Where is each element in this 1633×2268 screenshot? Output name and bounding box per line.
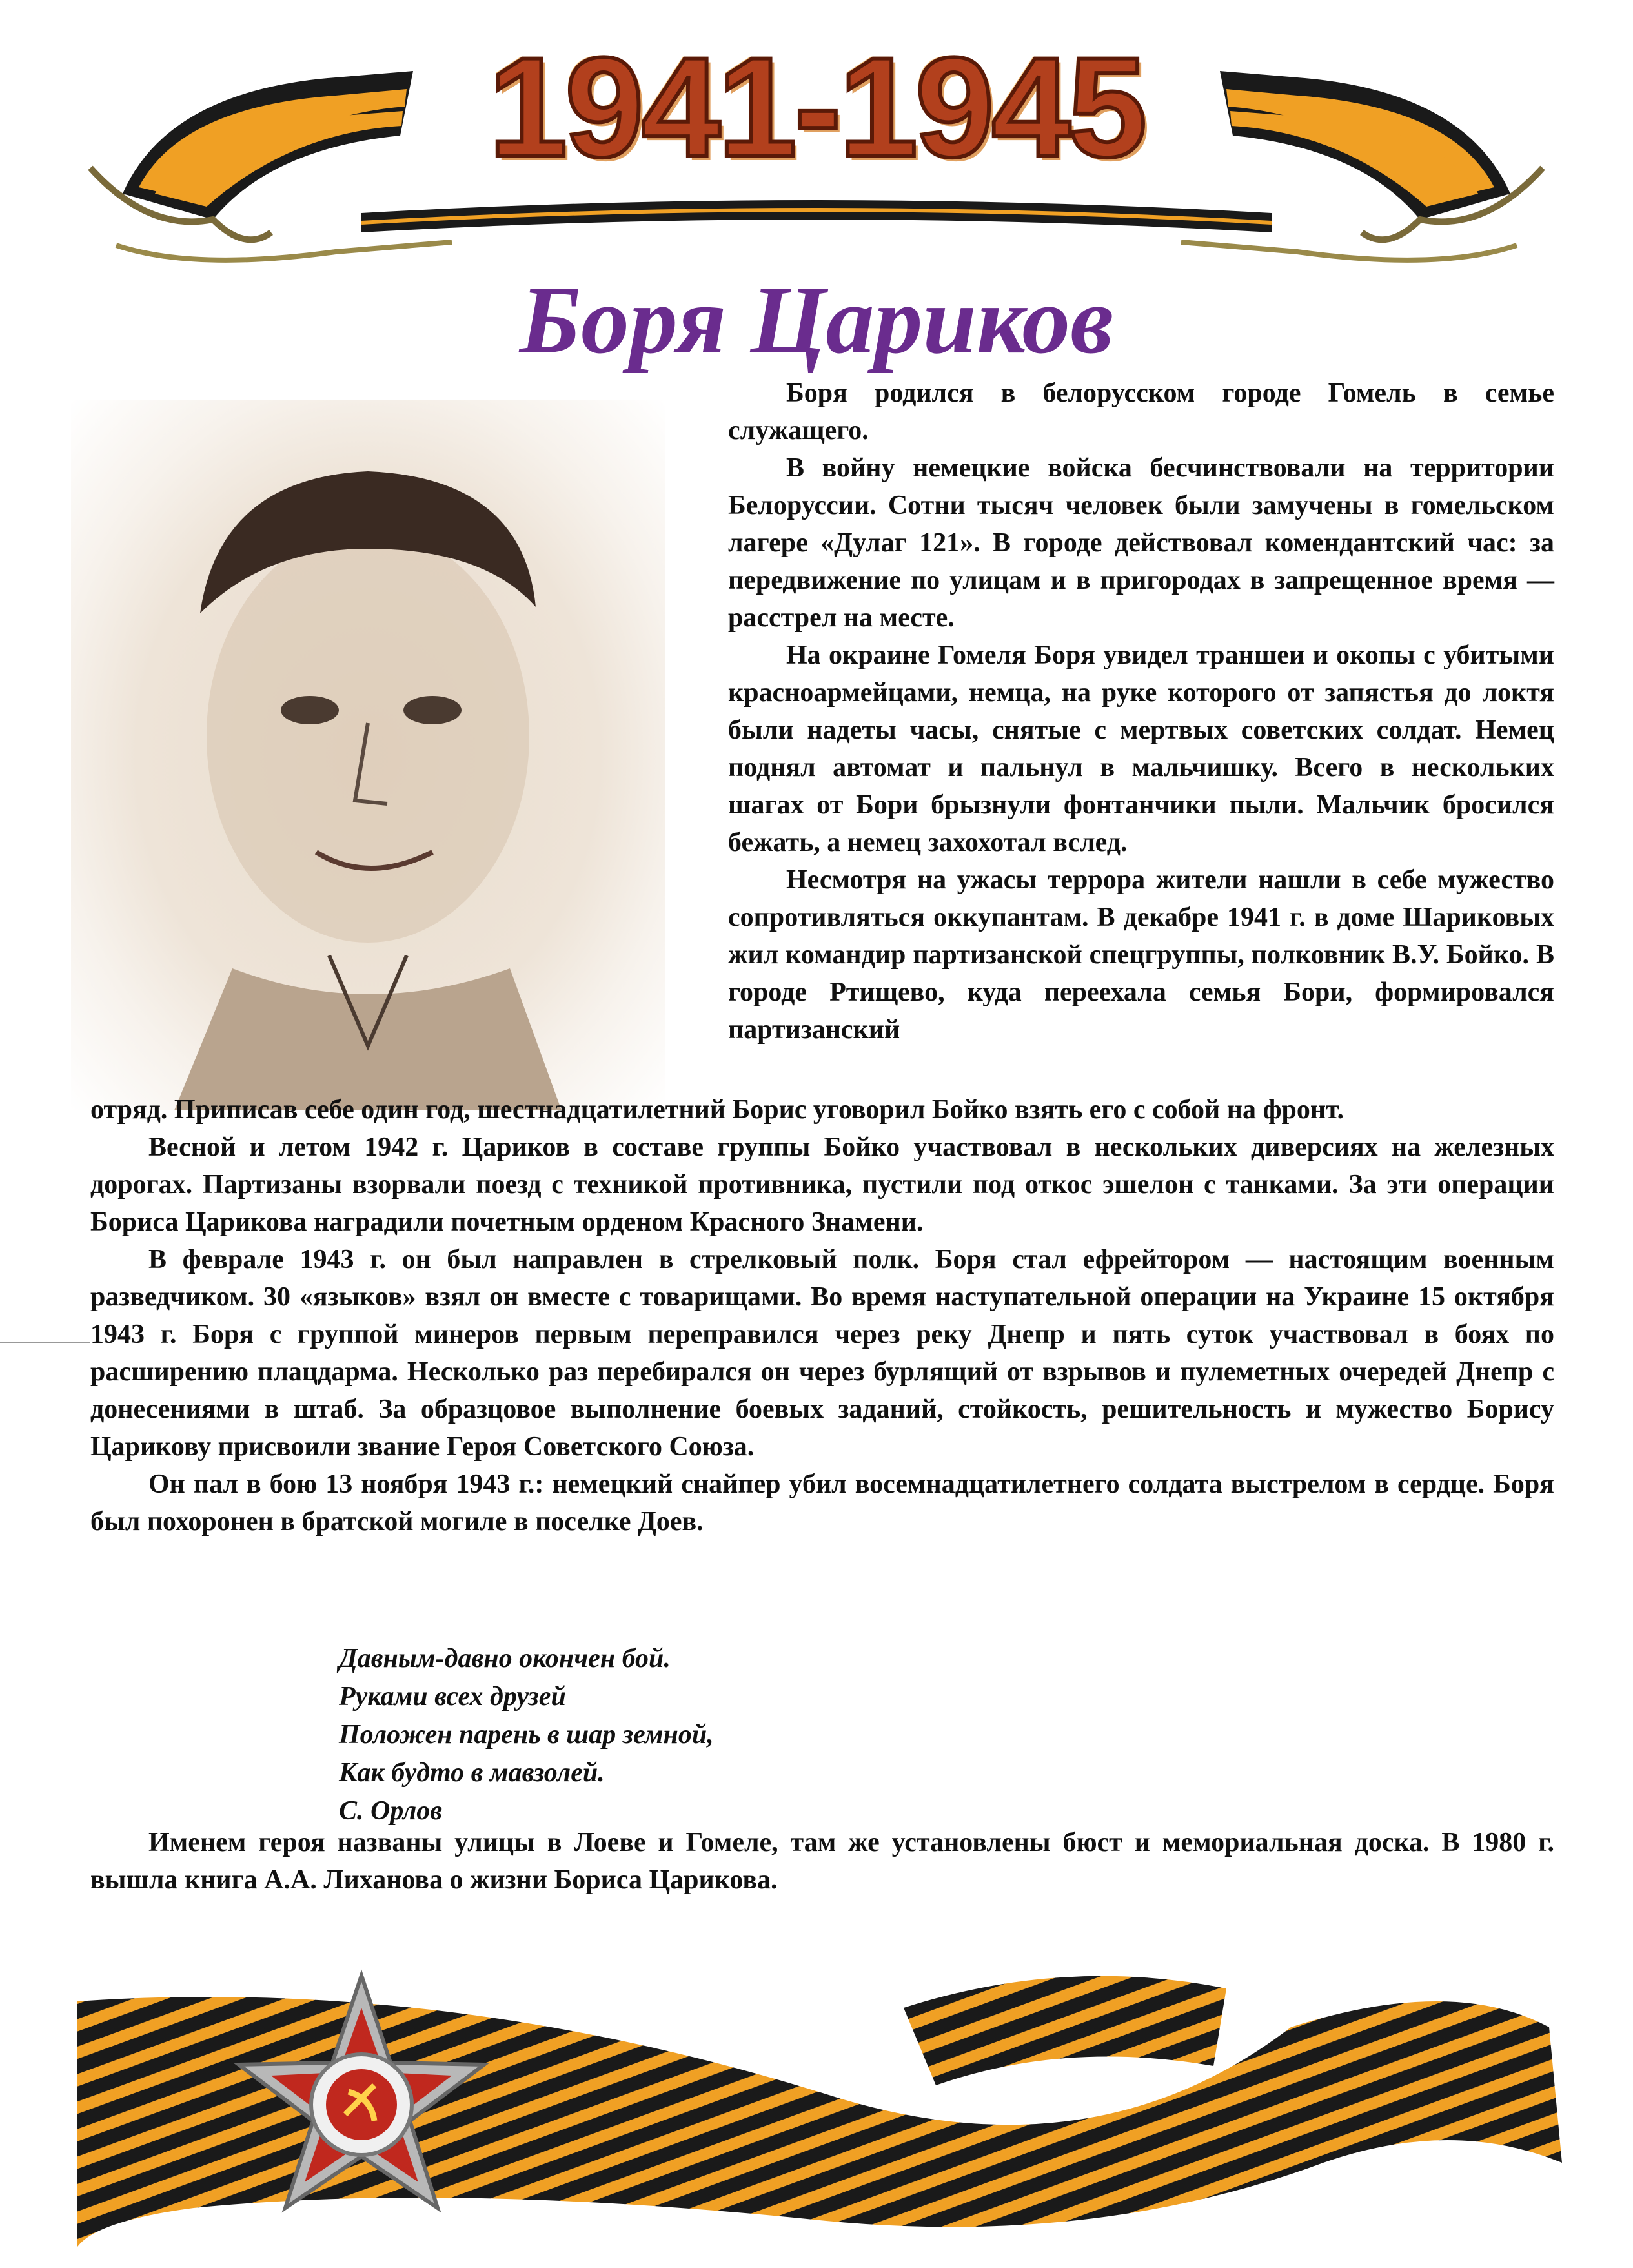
- paragraph: Весной и летом 1942 г. Цариков в составе группы Бойко участвовал в нескольких диверсиях на железных дорогах. Партизаны взорвали поезд с техникой противника, пустили под откос эшелон с танками. За эти операции Бориса Царикова наградили почетным орденом Красного Знамени.: [90, 1132, 1554, 1237]
- poem-line: Как будто в мавзолей.: [339, 1758, 605, 1788]
- final-paragraph-block: [90, 1824, 1554, 1899]
- poem-line: Руками всех друзей: [339, 1682, 566, 1711]
- paragraph: отряд. Приписав себе один год, шестнадцатилетний Борис уговорил Бойко взять его с собой на фронт.: [90, 1095, 1344, 1125]
- paragraph: Боря родился в белорусском городе Гомель в семье служащего.: [728, 378, 1554, 445]
- paragraph: Он пал в бою 13 ноября 1943 г.: немецкий снайпер убил восемнадцатилетнего солдата выстрелом в сердце. Боря был похоронен в братской могиле в поселке Доев.: [90, 1469, 1554, 1537]
- st-george-ribbon: [0, 1950, 1633, 2265]
- poem-author: С. Орлов: [339, 1796, 443, 1826]
- years-heading: 1941-1945: [488, 28, 1145, 187]
- ribbon-decoration-bottom: [0, 1950, 1633, 2265]
- text-column-right: [728, 374, 1554, 1048]
- paragraph: Несмотря на ужасы террора жители нашли в себе мужество сопротивляться оккупантам. В декабре 1941 г. в доме Шариковых жил командир партизанской спецгруппы, полковник В.У. Бойко. В городе Ртищево, куда переехала семья Бори, формировался партизанский: [728, 865, 1554, 1045]
- paragraph: На окраине Гомеля Боря увидел траншеи и окопы с убитыми красноармейцами, немца, на руке которого от запястья до локтя были надеты часы, снятые с мертвых советских солдат. Немец поднял автомат и пальнул в мальчишку. Всего в нескольких шагах от Бори брызнули фонтанчики пыли. Мальчик бросился бежать, а немец захохотал вслед.: [728, 640, 1554, 857]
- paragraph: В феврале 1943 г. он был направлен в стрелковый полк. Боря стал ефрейтором — настоящим военным разведчиком. 30 «языков» взял он вместе с товарищами. Во время наступательной операции на Украине 15 октября 1943 г. Боря с группой минеров первым переправился через реку Днепр и пять суток участвовал в боях по расширению плацдарма. Несколько раз перебирался он через бурлящий от взрывов и пулеметных очередей Днепр с донесениями в штаб. За образцовое выполнение боевых заданий, стойкость, решительность и мужество Борису Царикову присвоили звание Героя Советского Союза.: [90, 1245, 1554, 1462]
- paragraph: В войну немецкие войска бесчинствовали на территории Белоруссии. Сотни тысяч человек были замучены в гомельском лагере «Дулаг 121». В городе действовал комендантский час: за передвижение по улицам и в пригородах в запрещенное время — расстрел на месте.: [728, 453, 1554, 633]
- poem-line: Положен парень в шар земной,: [339, 1720, 714, 1750]
- poem-line: Давным-давно окончен бой.: [339, 1644, 671, 1673]
- paragraph: Именем героя названы улицы в Лоеве и Гомеле, там же установлены бюст и мемориальная доска. В 1980 г. вышла книга А.А. Лиханова о жизни Бориса Царикова.: [90, 1828, 1554, 1895]
- page-title: Боря Цариков: [519, 267, 1114, 374]
- text-column-full: [90, 1091, 1554, 1540]
- poem: [339, 1640, 714, 1830]
